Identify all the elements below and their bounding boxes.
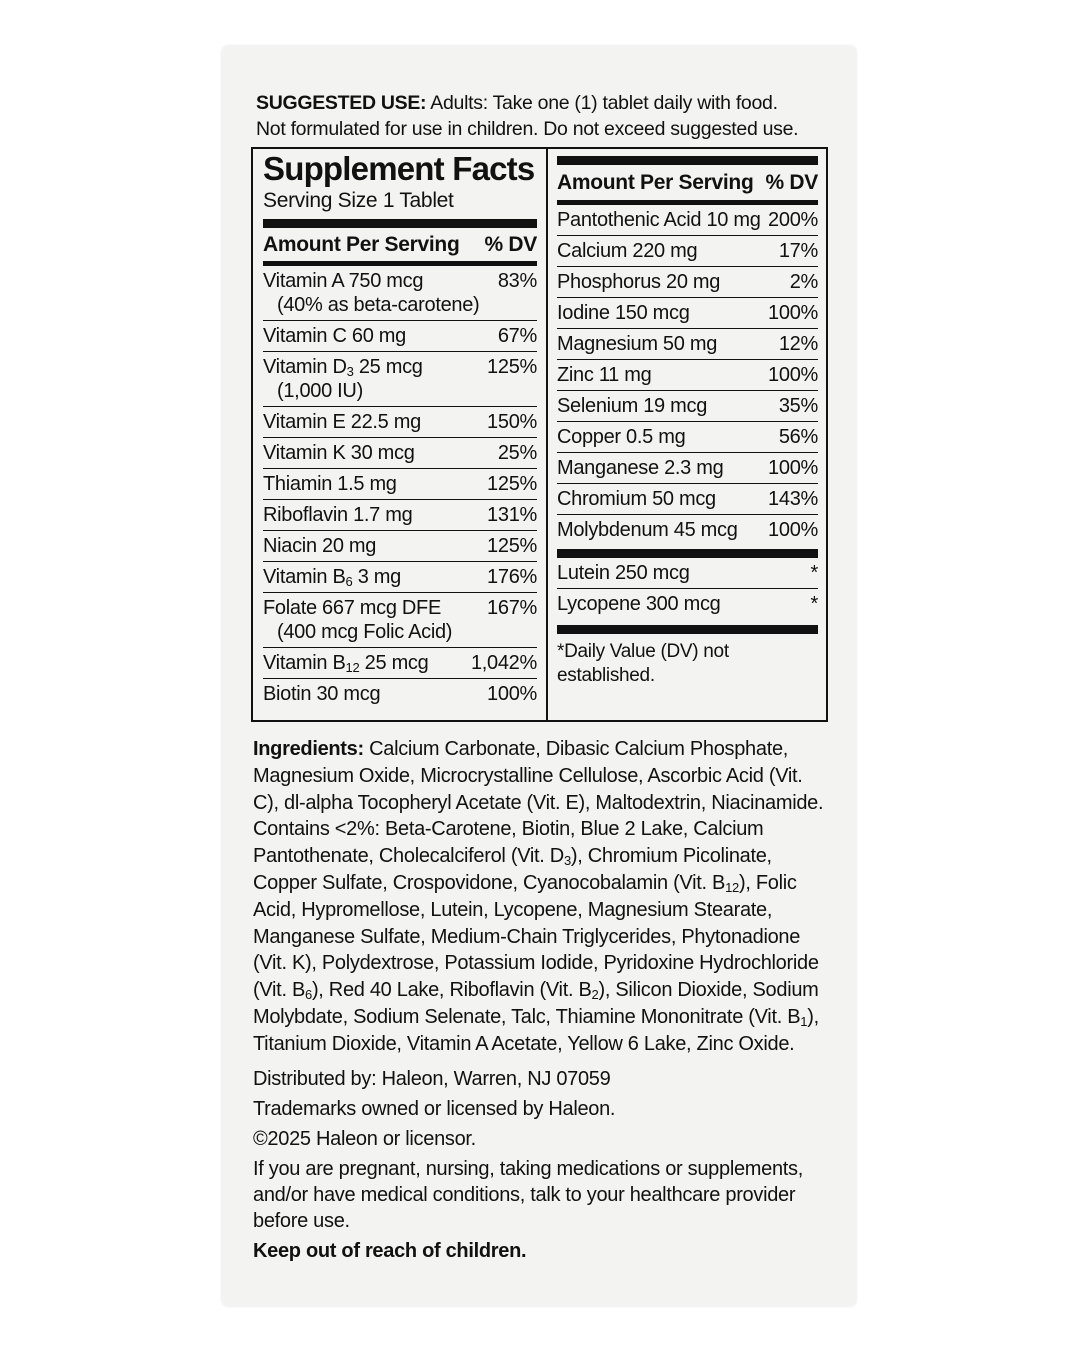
nutrient-main [263, 410, 537, 434]
nutrient-row [557, 515, 818, 545]
nutrient-name: Lutein 250 mcg [557, 562, 690, 584]
nutrient-main [557, 425, 818, 449]
nutrient-main [263, 682, 537, 706]
nutrient-row [557, 484, 818, 514]
warning-line: before use. [253, 1210, 350, 1232]
nutrient-main [557, 394, 818, 418]
nutrient-name: Folate 667 mcg DFE [263, 597, 442, 619]
nutrient-row [557, 360, 818, 390]
nutrient-dv: 25% [497, 442, 537, 464]
facts-title: Supplement Facts [263, 150, 535, 187]
nutrient-dv: * [810, 593, 818, 615]
warning-line: and/or have medical conditions, talk to your healthcare provider [253, 1184, 796, 1206]
subscript: 3 [346, 364, 354, 379]
nutrient-row [557, 391, 818, 421]
ingredients-block [253, 736, 843, 1058]
nutrient-main [557, 208, 818, 232]
subscript: 6 [305, 987, 312, 1003]
nutrient-row [263, 321, 537, 351]
ingredients-line: Acid, Hypromellose, Lutein, Lycopene, Magnesium Stearate, [253, 898, 773, 921]
nutrient-dv: 125% [487, 473, 537, 495]
distributed-by: Distributed by: Haleon, Warren, NJ 07059 [253, 1068, 611, 1090]
nutrient-main [263, 651, 537, 675]
nutrient-main [263, 534, 537, 558]
nutrient-row [263, 266, 537, 320]
ingredients-line: (Vit. $B_6$), Red 40 Lake, Riboflavin (Vit. $B_2$), Silicon Dioxide, Sodium [253, 979, 819, 1003]
suggested-use-line1: Adults: Take one (1) tablet daily with food. [426, 92, 778, 114]
amount-header [263, 232, 537, 258]
right-nutrient-list [557, 205, 818, 545]
facts-left-column [263, 150, 537, 709]
nutrient-dv: 150% [487, 411, 537, 433]
ingredients-line: Copper Sulfate, Crospovidone, Cyanocobalamin (Vit. $B_{12}$), Folic [253, 871, 797, 895]
nutrient-row [557, 453, 818, 483]
nutrient-row [557, 236, 818, 266]
subscript: 6 [345, 574, 353, 589]
nutrient-name: Molybdenum 45 mcg [557, 519, 738, 541]
nutrient-name: Niacin 20 mg [263, 535, 377, 557]
nutrient-name: Calcium 220 mg [557, 240, 698, 262]
nutrient-name: Manganese 2.3 mg [557, 457, 724, 479]
nutrient-main [557, 561, 818, 585]
nutrient-dv: 125% [487, 535, 537, 557]
nutrient-main [263, 269, 537, 293]
amount-per-serving-label: Amount Per Serving [263, 233, 460, 256]
nutrient-dv: 12% [778, 333, 818, 355]
nutrient-dv: 35% [778, 395, 818, 417]
suggested-use-label: SUGGESTED USE: [256, 92, 427, 114]
nutrient-name: Vitamin A 750 mcg [263, 270, 424, 292]
ingredients-line: Ingredients: Calcium Carbonate, Dibasic Calcium Phosphate, [253, 738, 789, 760]
nutrient-name: Copper 0.5 mg [557, 426, 686, 448]
facts-right-column [557, 156, 818, 688]
nutrient-main [263, 503, 537, 527]
serving-size: Serving Size 1 Tablet [263, 189, 454, 212]
nutrient-main [557, 363, 818, 387]
nutrient-dv: 176% [487, 566, 537, 588]
nutrient-dv: 200% [768, 209, 818, 231]
copyright: ©2025 Haleon or licensor. [253, 1128, 476, 1150]
nutrient-row [557, 298, 818, 328]
nutrient-name: Zinc 11 mg [557, 364, 652, 386]
nutrient-dv: 56% [778, 426, 818, 448]
amount-header-right [557, 170, 818, 196]
nutrient-row [557, 589, 818, 619]
thick-rule [557, 156, 818, 165]
dv-label: % DV [765, 171, 818, 194]
nutrient-main [263, 441, 537, 465]
nutrient-subline: (1,000 IU) [277, 380, 363, 402]
nutrient-row [263, 352, 537, 406]
nutrient-row [263, 407, 537, 437]
nutrient-row [263, 679, 537, 709]
nutrient-subline: (40% as beta-carotene) [277, 294, 480, 316]
health-warning [253, 1156, 843, 1234]
nutrient-row [557, 329, 818, 359]
nutrient-name: Phosphorus 20 mg [557, 271, 721, 293]
nutrient-dv: 100% [768, 457, 818, 479]
nutrient-name: Magnesium 50 mg [557, 333, 718, 355]
ingredients-line: C), dl-alpha Tocopheryl Acetate (Vit. E), Maltodextrin, Niacinamide. [253, 791, 824, 814]
footer-block [253, 1066, 843, 1264]
nutrient-dv: 83% [497, 270, 537, 292]
ingredients-line: Magnesium Oxide, Microcrystalline Cellulose, Ascorbic Acid (Vit. [253, 764, 803, 787]
nutrient-dv: 167% [487, 597, 537, 619]
keep-out-of-reach: Keep out of reach of children. [253, 1240, 527, 1262]
trademarks: Trademarks owned or licensed by Haleon. [253, 1098, 616, 1120]
nutrient-dv: 100% [768, 519, 818, 541]
nutrient-main [557, 301, 818, 325]
dv-footnote: *Daily Value (DV) not established. [557, 641, 729, 686]
nutrient-row [557, 558, 818, 588]
nutrient-row [557, 205, 818, 235]
nutrient-row [263, 648, 537, 678]
nutrient-row [263, 562, 537, 592]
nutrient-dv: 100% [768, 302, 818, 324]
left-nutrient-list [263, 266, 537, 709]
subscript: 1 [800, 1013, 808, 1029]
nutrient-main [263, 324, 537, 348]
nutrient-dv: 143% [768, 488, 818, 510]
nutrient-dv: 100% [487, 683, 537, 705]
nutrient-row [263, 531, 537, 561]
nutrient-dv: 2% [789, 271, 818, 293]
facts-column-divider [546, 149, 548, 720]
nutrient-dv: 67% [497, 325, 537, 347]
dv-label: % DV [484, 233, 537, 256]
subscript: 3 [563, 853, 571, 869]
suggested-use-line2: Not formulated for use in children. Do not exceed suggested use. [256, 118, 799, 140]
nutrient-name: Vitamin K 30 mcg [263, 442, 415, 464]
subscript: 2 [591, 987, 599, 1003]
nutrient-name: Iodine 150 mcg [557, 302, 690, 324]
ingredients-line: Manganese Sulfate, Medium-Chain Triglycerides, Phytonadione [253, 925, 801, 948]
thick-rule [557, 549, 818, 558]
thick-rule [557, 625, 818, 634]
ingredients-line: Molybdate, Sodium Selenate, Talc, Thiamine Mononitrate (Vit. $B_1$), [253, 1005, 819, 1029]
nutrient-name: Pantothenic Acid 10 mg [557, 209, 761, 231]
nutrient-main [263, 596, 537, 620]
nutrient-name: Vitamin $B_{12}$ 25 mcg [263, 652, 429, 675]
suggested-use [256, 90, 846, 142]
nutrient-main [557, 592, 818, 616]
nutrient-main [263, 355, 537, 379]
nutrient-name: Vitamin $D_3$ 25 mcg [263, 356, 423, 379]
nutrient-name: Vitamin E 22.5 mg [263, 411, 421, 433]
nutrient-name: Lycopene 300 mcg [557, 593, 721, 615]
nutrient-name: Vitamin $B_6$ 3 mg [263, 566, 401, 589]
ingredients-line: (Vit. K), Polydextrose, Potassium Iodide, Pyridoxine Hydrochloride [253, 952, 819, 975]
nutrient-name: Thiamin 1.5 mg [263, 473, 397, 495]
nutrient-subline: (400 mcg Folic Acid) [277, 621, 453, 643]
ingredients-line: Pantothenate, Cholecalciferol (Vit. $D_3$), Chromium Picolinate, [253, 845, 772, 869]
nutrient-main [557, 332, 818, 356]
nutrient-name: Selenium 19 mcg [557, 395, 708, 417]
nutrient-name: Chromium 50 mcg [557, 488, 716, 510]
nutrient-dv: 125% [487, 356, 537, 378]
nutrient-main [557, 518, 818, 542]
nutrient-dv: 1,042% [470, 652, 537, 674]
warning-line: If you are pregnant, nursing, taking medications or supplements, [253, 1158, 804, 1180]
nutrient-dv: 131% [487, 504, 537, 526]
ingredients-line: Titanium Dioxide, Vitamin A Acetate, Yellow 6 Lake, Zinc Oxide. [253, 1032, 795, 1055]
nutrient-main [557, 239, 818, 263]
nutrient-dv: 17% [778, 240, 818, 262]
nutrient-main [557, 270, 818, 294]
subscript: 12 [345, 660, 360, 675]
nutrient-main [557, 487, 818, 511]
nutrient-name: Biotin 30 mcg [263, 683, 381, 705]
nutrient-row [263, 469, 537, 499]
nutrient-row [263, 593, 537, 647]
nutrient-dv: 100% [768, 364, 818, 386]
subscript: 12 [725, 879, 739, 895]
nutrient-main [263, 565, 537, 589]
nutrient-name: Vitamin C 60 mg [263, 325, 406, 347]
nutrient-main [263, 472, 537, 496]
nutrient-name: Riboflavin 1.7 mg [263, 504, 413, 526]
nutrient-row [263, 500, 537, 530]
ingredients-label: Ingredients: [253, 738, 364, 760]
ingredients-line: Contains <2%: Beta-Carotene, Biotin, Blue 2 Lake, Calcium [253, 818, 764, 841]
nutrient-row [557, 267, 818, 297]
nutrient-main [557, 456, 818, 480]
nutrient-dv: * [810, 562, 818, 584]
other-ingredient-list [557, 558, 818, 619]
nutrient-row [263, 438, 537, 468]
amount-per-serving-label: Amount Per Serving [557, 171, 754, 194]
nutrient-row [557, 422, 818, 452]
thick-rule [263, 219, 537, 228]
